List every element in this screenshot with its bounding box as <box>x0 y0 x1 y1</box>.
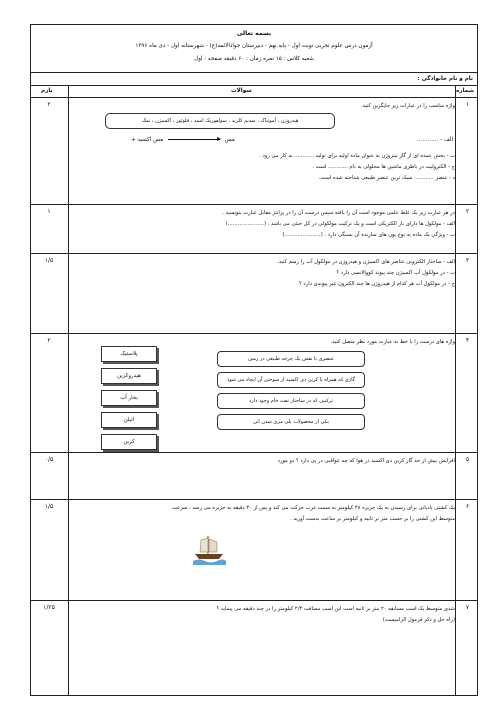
question-body <box>71 257 455 290</box>
question-number: ۷ <box>465 604 470 611</box>
question-subparts <box>71 151 455 184</box>
question-score: ۰/۵ <box>44 456 54 463</box>
sailboat-icon <box>191 532 227 568</box>
question-text: الف - ساختار الکترونی عناصر های اکسیژن و هیدروژن در مولکول آب را رسم کنید. <box>277 259 455 265</box>
col-number: شماره <box>456 88 474 94</box>
subpart-c: ج - الکترولیت در باطری ماشین ها محلولی به نام ............ است . <box>312 164 455 170</box>
question-text: ج - در مولکول آب هر کدام از هیدروژن ها چند الکترون غیر پیوندی دارد ؟ <box>298 281 455 287</box>
match-left-item: هیدروکربن <box>101 368 157 384</box>
header-title: بسمه تعالی <box>236 30 272 37</box>
student-name-bar <box>31 73 477 86</box>
match-left-item: اتیلن <box>101 412 157 428</box>
question-score: ۲ <box>47 101 51 108</box>
question-row <box>31 205 477 254</box>
question-text: متوسط این کشتی را بر حسب متر بر ثانیه و کیلومتر بر ساعت بدست آورید . <box>290 516 455 522</box>
question-row <box>31 601 477 697</box>
question-number: ۶ <box>465 503 470 510</box>
question-body <box>71 456 455 467</box>
word-bank: هیدروژن ، آمونیاک ، سدیم کلرید ، سولفوریک اسید ، فلوئور ، اکسیژن ، نمک <box>105 113 335 129</box>
question-row <box>31 98 477 205</box>
question-row <box>31 334 477 453</box>
subpart-b: ب - بخش عمده ای از گاز نیتروژن به عنوان ماده اولیه برای تولید ............ به کار می رود . <box>259 153 455 159</box>
question-score: ۱ <box>47 208 51 215</box>
question-number: ۴ <box>465 337 470 344</box>
question-number: ۳ <box>465 257 470 264</box>
match-right-item: عنصری با نقش یک چرخه طبیعی در زمین <box>217 351 365 367</box>
question-text: افزایش بیش از حد گاز کربن دی اکسید در هوا که چه عواقبی در پی دارد ؟ دو مورد <box>277 458 455 464</box>
question-text: (راه حل و ذکر فرمول الزامیست) <box>382 617 455 623</box>
question-body <box>71 604 455 626</box>
question-text: شدی متوسط یک اسب مسابقه ۲۰ متر بر ثانیه است این اسب مسافت ۲/۴ کیلومتر را در چند دقیقه می پیماید ؟ <box>216 606 455 612</box>
student-name-label: نام و نام خانوادگی : <box>417 76 473 82</box>
question-score: ۱/۵ <box>44 257 54 264</box>
question-body <box>71 503 455 525</box>
question-body <box>71 101 455 112</box>
col-questions: سوالات <box>231 88 252 94</box>
question-text: ب - ویژگی یک ماده به نوع یون های سازنده آن بستگی دارد . (......................) <box>282 232 455 238</box>
question-number: ۲ <box>465 208 470 215</box>
equation-left: الف - ............ <box>417 137 453 143</box>
question-text: واژه های درست را با خط به عبارت مورد نظر متصل کنید. <box>330 339 455 345</box>
exam-header <box>31 25 477 73</box>
question-row <box>31 500 477 601</box>
question-number: ۱ <box>465 101 470 108</box>
question-text: در هر عبارت زیر یک غلط علمی موجود است آن را یافته سپس درست آن را در پرانتز مقابل عبارت بنویسید . <box>222 210 455 216</box>
match-left-item: بخار آب <box>101 390 157 406</box>
match-left-item: پلاستیک <box>101 346 157 362</box>
match-right-item: ترکیبی که در ساختار نفت خام وجود دارد <box>217 393 365 409</box>
header-line-1: آزمون درس علوم تجربی نوبت اول - پایه نهم - دبیرستان جوادالائمه(ع) - شهرستانه اول - دی ماه ۱۳۹۶ <box>135 43 373 49</box>
match-right-item: گازی که همراه با کربن دی اکسید از سوختن آن ایجاد می شود <box>217 372 365 388</box>
question-score: ۱/۲۵ <box>43 604 55 611</box>
question-score: ۲ <box>47 337 51 344</box>
header-line-2: شعبه کلاس : ۱۵ نمره زمان : ۶۰ دقیقه صفحه : اول <box>194 56 314 62</box>
question-score: ۱/۵ <box>44 503 54 510</box>
equation-right: + مس <box>131 137 235 143</box>
subpart-d: د - عنصر ............ سبک ترین عنصر طبیعی شناخته شده است. <box>318 175 455 181</box>
question-row <box>31 254 477 334</box>
column-header <box>31 86 477 98</box>
col-score: بارم <box>41 88 53 94</box>
match-right-item: یکی از محصولات پلی مری شدن اتن <box>217 414 365 430</box>
question-text: یک کشتی بادبانی برای رسیدن به یک جزیره ۴۸ کیلومتر به سمت غرب حرکت می کند و پس از ۳۰ دقیقه به جزیره می رسد ، سرعت <box>172 505 455 511</box>
question-text: واژه مناسب را در عبارات زیر جایگزین کنید. <box>360 103 455 109</box>
question-row <box>31 453 477 500</box>
reaction-equation <box>131 137 235 143</box>
arrow-icon <box>168 139 220 140</box>
exam-sheet <box>30 24 478 696</box>
question-text: ب - در مولکول آب اکسیژن چند پیوند کووالانسی دارد ؟ <box>336 270 455 276</box>
question-body <box>71 208 455 241</box>
question-number: ۵ <box>465 456 470 463</box>
question-text: الف - مولکول ها دارای بار الکتریکی است و یک ترکیب مولکولی در کل خنثی می باشد . (......................) <box>225 221 455 227</box>
equation-mid: مس اکسید <box>137 137 164 143</box>
match-left-item: کربن <box>101 434 157 450</box>
